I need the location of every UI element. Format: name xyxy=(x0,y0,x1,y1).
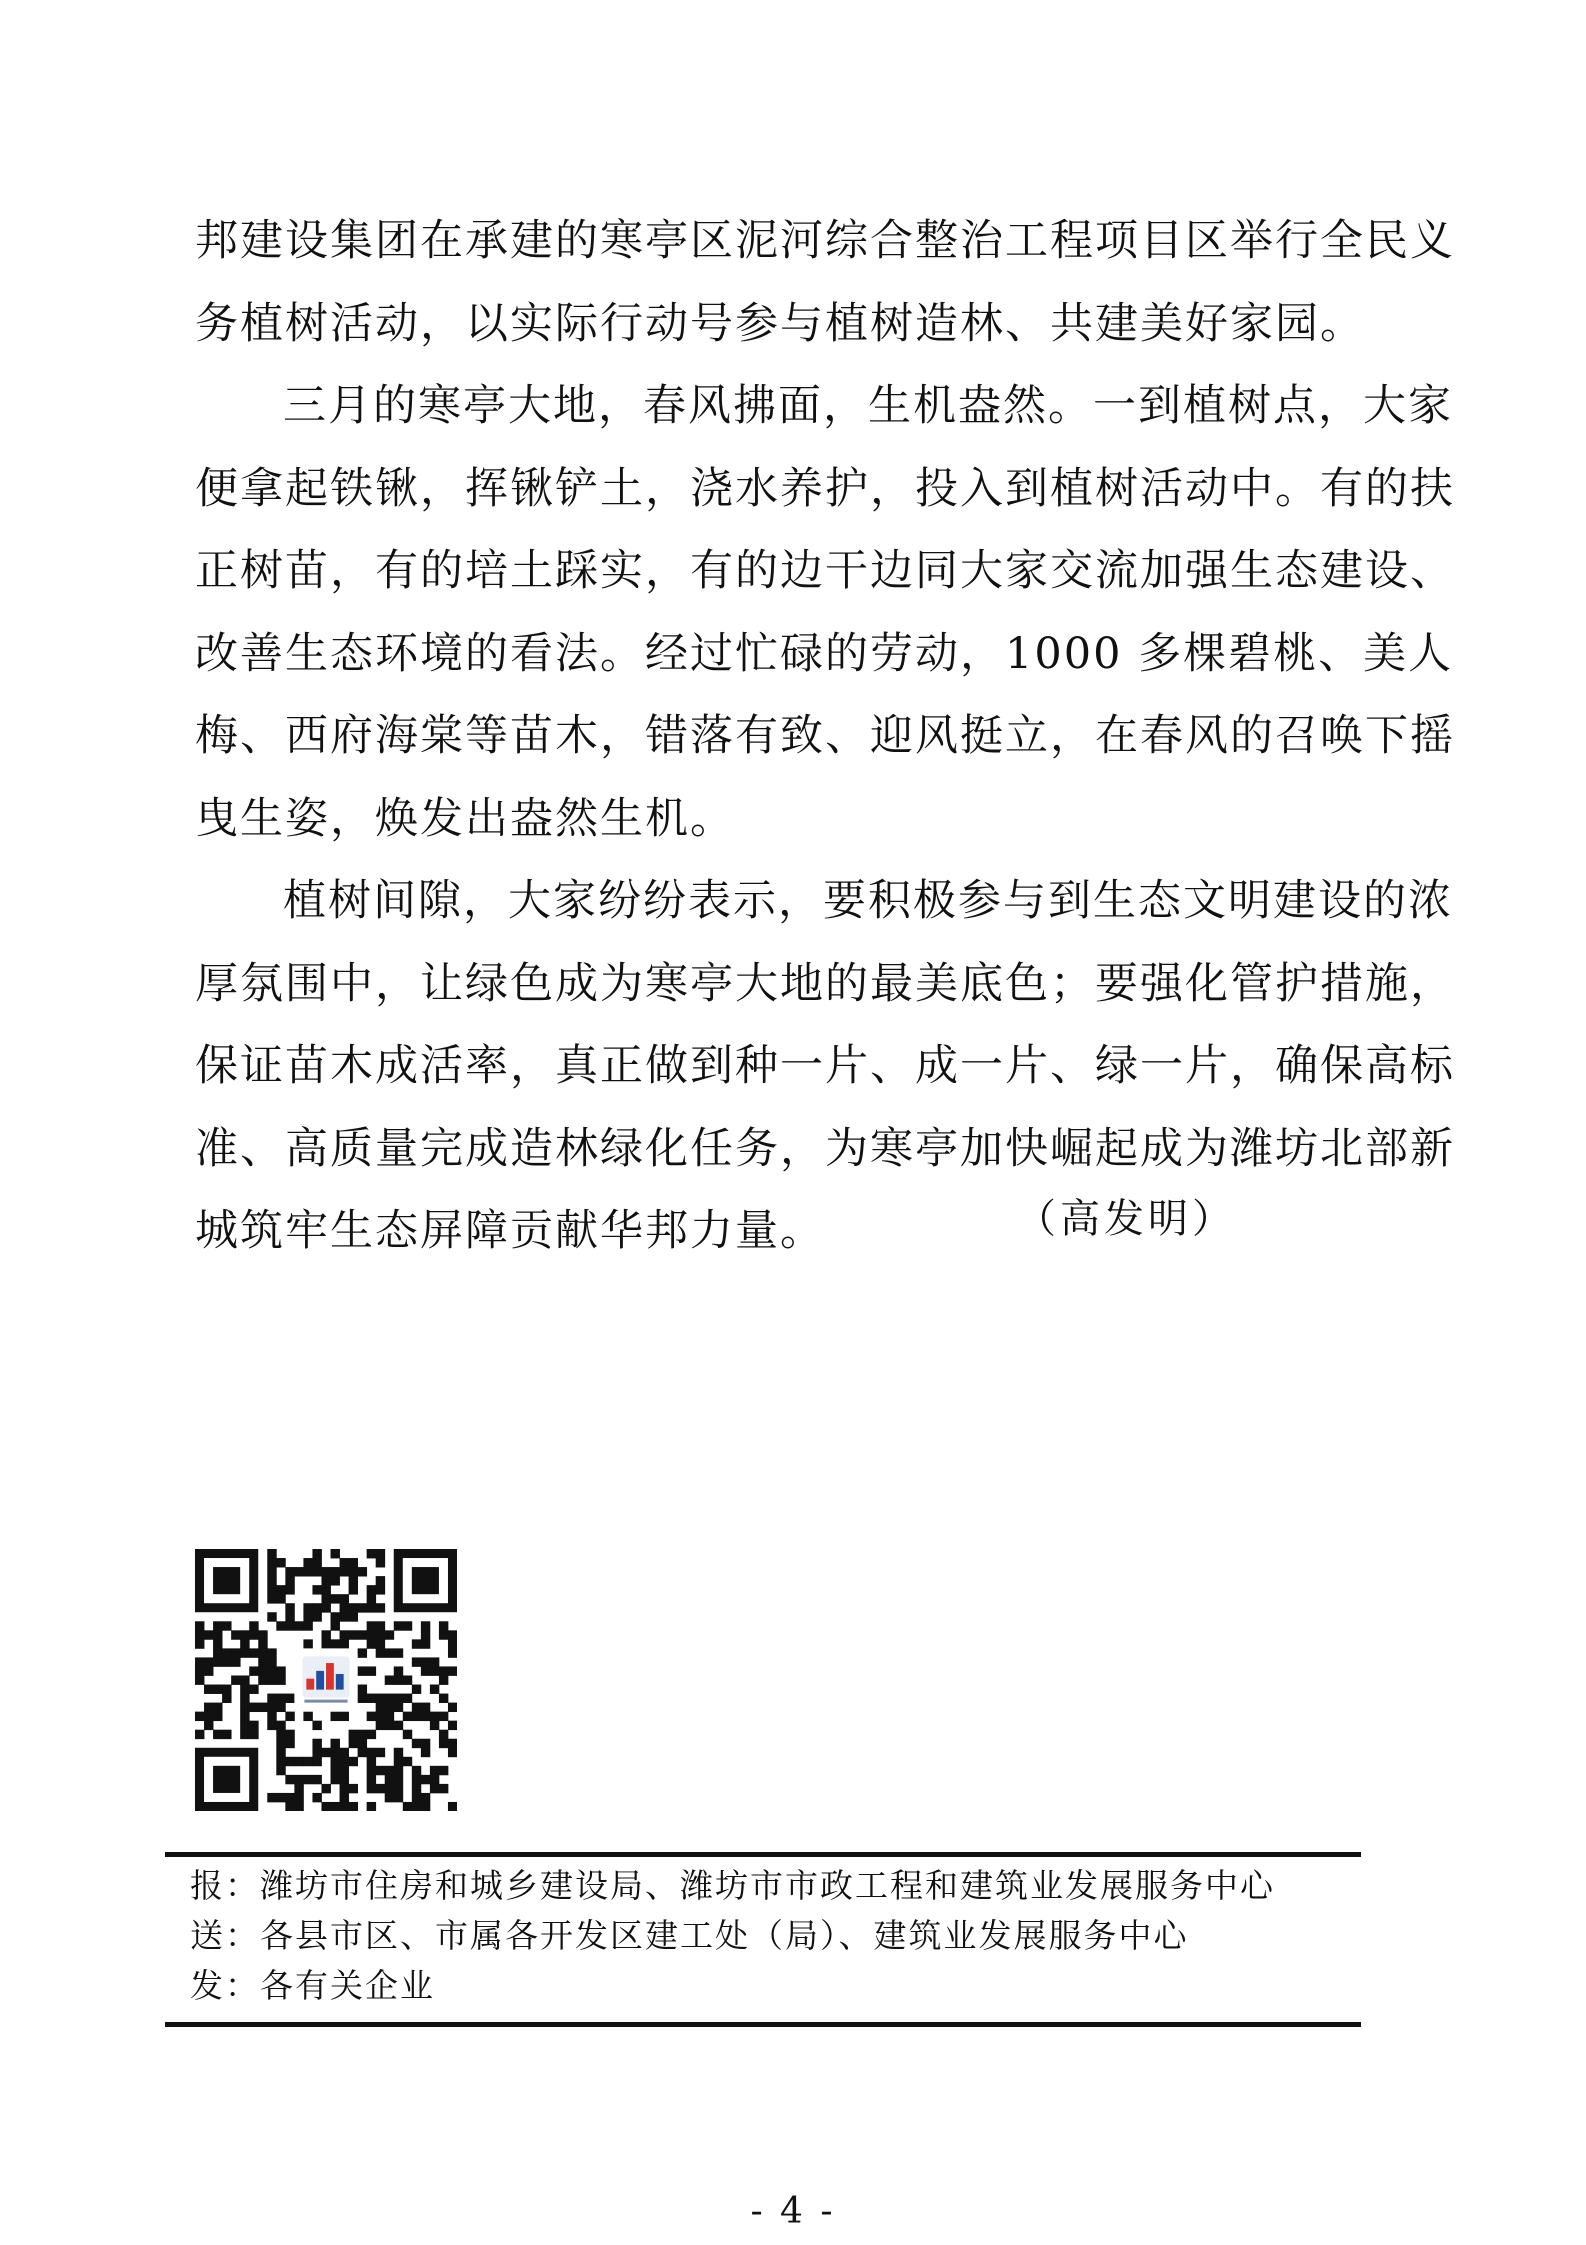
paragraph-line: 三月的寒亭大地，春风拂面，生机盎然。一到植树点，大家 xyxy=(283,381,1453,431)
paragraph-line: 植树间隙，大家纷纷表示，要积极参与到生态文明建设的浓 xyxy=(283,876,1453,926)
paragraph-line: 务植树活动，以实际行动号参与植树造林、共建美好家园。 xyxy=(195,298,1365,349)
distribution-send-label: 送： xyxy=(190,1916,260,1955)
distribution-issue-value: 各有关企业 xyxy=(260,1966,435,2005)
distribution-top-rule xyxy=(165,1852,1361,1857)
distribution-report-value: 潍坊市住房和城乡建设局、潍坊市市政工程和建筑业发展服务中心 xyxy=(260,1866,1275,1905)
paragraph-line: 改善生态环境的看法。经过忙碌的劳动，1000 多棵碧桃、美人 xyxy=(195,628,1454,679)
qr-code-graphic xyxy=(195,1549,457,1811)
distribution-issue-label: 发： xyxy=(190,1966,260,2005)
paragraph-line: 厚氛围中，让绿色成为寒亭大地的最美底色；要强化管护措施， xyxy=(195,958,1455,1009)
paragraph-line: 梅、西府海棠等苗木，错落有致、迎风挺立，在春风的召唤下摇 xyxy=(195,711,1455,761)
distribution-report-label: 报： xyxy=(190,1866,260,1905)
article-author: （高发明） xyxy=(1016,1196,1236,1242)
paragraph-line: 邦建设集团在承建的寒亭区泥河综合整治工程项目区举行全民义 xyxy=(195,216,1455,266)
distribution-report-row xyxy=(190,1861,1350,1911)
distribution-issue-row xyxy=(190,1961,1350,2011)
paragraph-line: 准、高质量完成造林绿化任务，为寒亭加快崛起成为潍坊北部新 xyxy=(195,1123,1455,1174)
paragraph-line: 保证苗木成活率，真正做到种一片、成一片、绿一片，确保高标 xyxy=(195,1041,1455,1091)
article-paragraph xyxy=(195,365,1455,860)
article-paragraph xyxy=(195,200,1455,365)
paragraph-line: 曳生姿，焕发出盎然生机。 xyxy=(195,793,735,844)
distribution-send-value: 各县市区、市属各开发区建工处（局）、建筑业发展服务中心 xyxy=(260,1916,1189,1955)
article-body xyxy=(195,200,1455,1273)
distribution-bottom-rule xyxy=(165,2022,1361,2027)
distribution-list xyxy=(190,1861,1350,2011)
distribution-send-row xyxy=(190,1911,1350,1961)
qr-code-icon xyxy=(195,1549,457,1811)
paragraph-line: 正树苗，有的培土踩实，有的边干边同大家交流加强生态建设、 xyxy=(195,546,1455,596)
paragraph-line: 城筑牢生态屏障贡献华邦力量。 xyxy=(195,1206,825,1256)
page-number: - 4 - xyxy=(750,2191,836,2232)
paragraph-line: 便拿起铁锹，挥锹铲土，浇水养护，投入到植树活动中。有的扶 xyxy=(195,463,1455,514)
